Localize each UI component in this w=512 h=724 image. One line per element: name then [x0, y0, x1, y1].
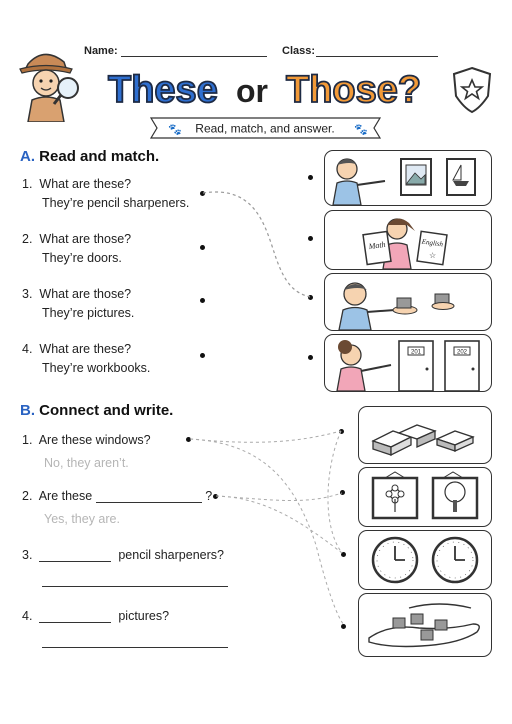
- workbook-label-math: Math: [368, 239, 387, 252]
- match-dot-right-4[interactable]: [308, 355, 313, 360]
- class-field[interactable]: [316, 56, 438, 57]
- erasers-illustration: [359, 407, 491, 463]
- item-question: What are those?: [39, 287, 132, 301]
- item-answer: They’re workbooks.: [42, 361, 151, 375]
- svg-text:🐾: 🐾: [168, 124, 182, 136]
- item-question: Are these windows?: [38, 433, 151, 447]
- item-suffix: ?: [205, 489, 213, 503]
- example-answer: No, they aren’t.: [44, 456, 129, 470]
- item-number: 3.: [22, 548, 33, 562]
- match-dot-right-1[interactable]: [308, 175, 313, 180]
- section-a-heading: [20, 148, 159, 165]
- item-number: 2.: [22, 489, 33, 503]
- svg-text:☆: ☆: [429, 251, 437, 260]
- section-b-item-2: [22, 489, 212, 526]
- section-a-title: Read and match.: [39, 148, 160, 165]
- item-answer: They’re doors.: [42, 251, 122, 265]
- item-number: 1.: [22, 433, 33, 447]
- example-connect-lines: [186, 425, 358, 635]
- page-title: [104, 62, 444, 112]
- section-a-item-1: [22, 177, 189, 210]
- section-a-item-4: [22, 342, 150, 375]
- item-prefix: Are these: [38, 489, 93, 503]
- clocks-illustration: [359, 531, 491, 589]
- match-dot-left-4[interactable]: [200, 353, 205, 358]
- item-suffix: pencil sharpeners?: [118, 548, 224, 562]
- answer-blank[interactable]: [39, 549, 111, 562]
- picture-card-2[interactable]: [324, 210, 492, 270]
- boy-with-sharpeners-illustration: [325, 274, 491, 330]
- section-b-item-1: [22, 433, 151, 470]
- answer-line[interactable]: [42, 635, 228, 648]
- section-a-item-3: [22, 287, 134, 320]
- item-question: What are these?: [39, 177, 132, 191]
- boy-pointing-illustration: [325, 151, 491, 205]
- name-field[interactable]: [121, 56, 267, 57]
- item-answer: They’re pictures.: [42, 306, 135, 320]
- subtitle-text: Read, match, and answer.: [195, 121, 335, 136]
- name-label: Name:: [84, 45, 118, 57]
- door-number-201: 201: [410, 349, 422, 356]
- picture-card-pictures[interactable]: [358, 467, 492, 527]
- picture-card-4[interactable]: [324, 334, 492, 392]
- girl-pointing-doors-illustration: [325, 335, 491, 391]
- hand-with-sharpeners-illustration: [359, 594, 491, 656]
- item-number: 3.: [22, 287, 33, 301]
- class-label: Class:: [282, 45, 316, 57]
- picture-card-3[interactable]: [324, 273, 492, 331]
- girl-with-workbooks-illustration: [325, 211, 491, 269]
- answer-blank[interactable]: [39, 610, 111, 623]
- item-number: 2.: [22, 232, 33, 246]
- badge-icon: [450, 66, 494, 114]
- title-word-these: These: [108, 69, 218, 111]
- item-number: 4.: [22, 609, 33, 623]
- section-b-title: Connect and write.: [39, 402, 174, 419]
- example-answer: Yes, they are.: [44, 512, 120, 526]
- section-a-letter: A.: [20, 148, 35, 165]
- picture-card-clocks[interactable]: [358, 530, 492, 590]
- example-match-line: [195, 185, 320, 305]
- section-b-heading: [20, 402, 173, 419]
- item-answer: They’re pencil sharpeners.: [42, 196, 190, 210]
- title-word-those: Those?: [286, 69, 422, 111]
- item-question: What are these?: [39, 342, 132, 356]
- item-number: 4.: [22, 342, 33, 356]
- picture-card-sharpeners[interactable]: [358, 593, 492, 657]
- item-question: What are those?: [39, 232, 132, 246]
- section-a-item-2: [22, 232, 131, 265]
- framed-pictures-illustration: [359, 468, 491, 526]
- detective-mascot: [14, 42, 86, 122]
- title-word-or: or: [236, 73, 268, 109]
- section-b-letter: B.: [20, 402, 35, 419]
- item-suffix: pictures?: [118, 609, 170, 623]
- item-number: 1.: [22, 177, 33, 191]
- picture-card-1[interactable]: [324, 150, 492, 206]
- svg-text:🐾: 🐾: [354, 124, 368, 136]
- door-number-202: 202: [456, 349, 468, 356]
- workbook-label-english: English: [421, 237, 444, 249]
- picture-card-erasers[interactable]: [358, 406, 492, 464]
- subtitle-banner: [148, 115, 383, 141]
